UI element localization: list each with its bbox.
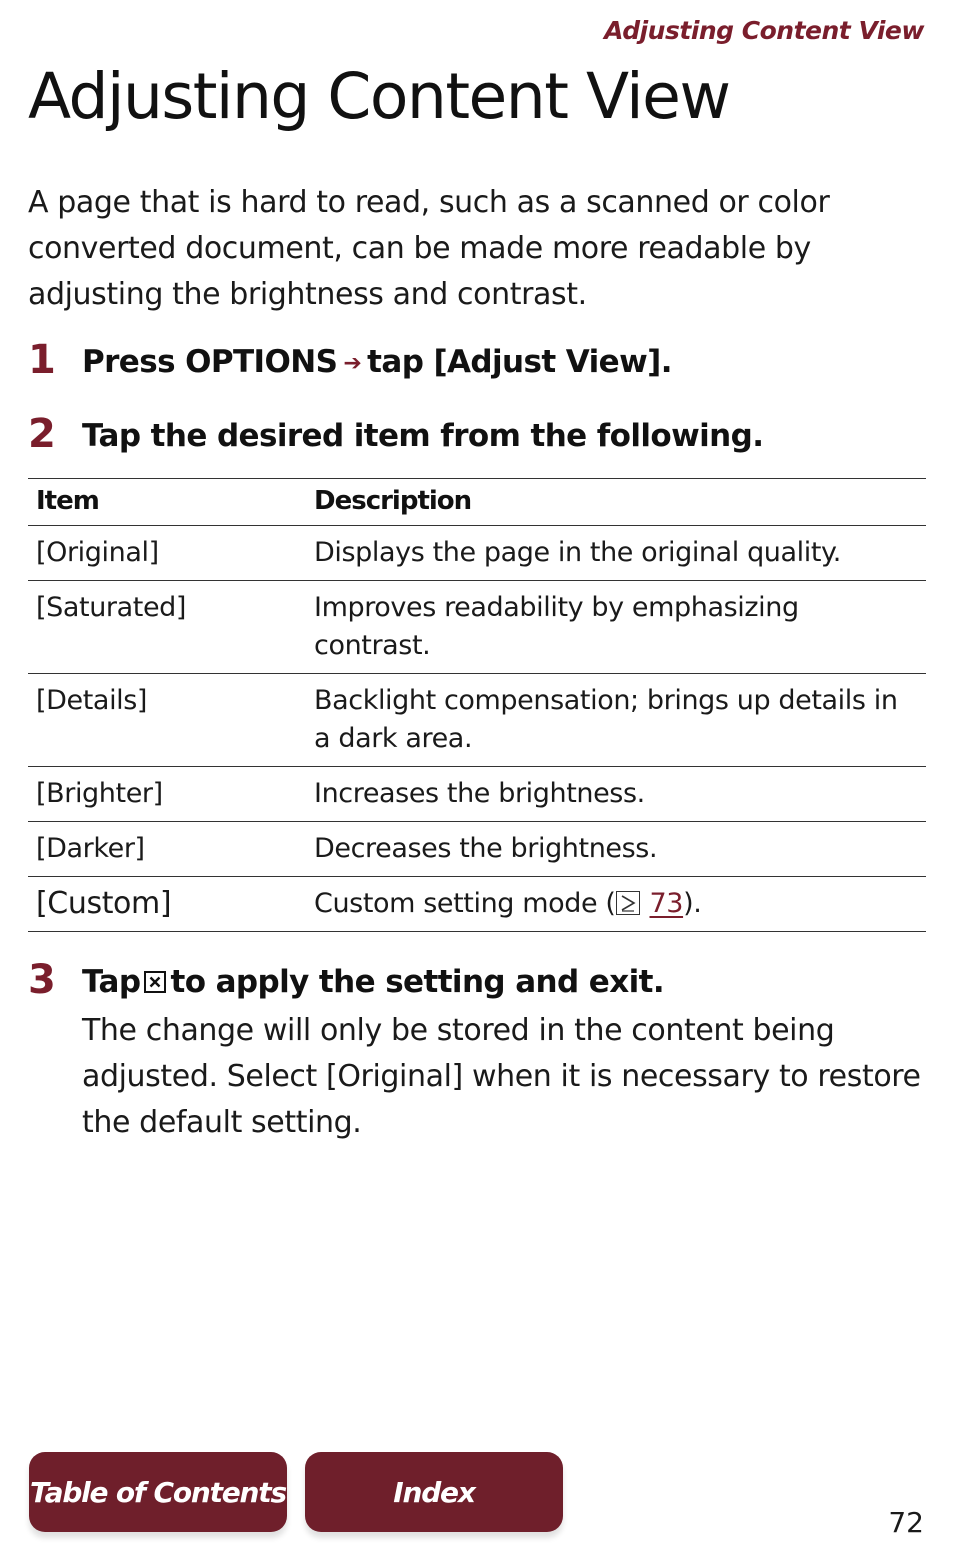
description-cell: Decreases the brightness. — [306, 822, 926, 877]
description-cell: Backlight compensation; brings up details in a dark area. — [306, 674, 926, 767]
table-row — [28, 674, 926, 767]
step-text-before: Press OPTIONS — [82, 344, 338, 380]
step-3-body: The change will only be stored in the content being adjusted. Select [Original] when it is necessary to restore the default setting. — [82, 1013, 921, 1140]
running-header: Adjusting Content View — [604, 16, 924, 45]
item-cell: [Custom] — [28, 877, 306, 932]
description-cell: Improves readability by emphasizing contrast. — [306, 581, 926, 674]
table-of-contents-button[interactable]: Table of Contents — [29, 1452, 287, 1532]
step-instruction — [82, 960, 664, 1004]
page-reference-icon — [616, 891, 640, 915]
table-header-row — [28, 479, 926, 526]
step-number: 1 — [28, 337, 56, 383]
item-cell: [Saturated] — [28, 581, 306, 674]
step-instruction — [82, 340, 672, 386]
step-instruction: Tap the desired item from the following. — [82, 418, 764, 454]
item-cell: [Brighter] — [28, 767, 306, 822]
item-cell: [Details] — [28, 674, 306, 767]
step-text-after: tap [Adjust View]. — [367, 344, 672, 380]
page-number: 72 — [888, 1506, 924, 1539]
page-73-link[interactable]: 73 — [649, 888, 684, 919]
column-header-item: Item — [28, 479, 306, 526]
intro-paragraph: A page that is hard to read, such as a scanned or color converted document, can be made more readable by adjusting the brightness and contrast. — [28, 185, 830, 312]
index-button[interactable]: Index — [305, 1452, 563, 1532]
column-header-description: Description — [306, 479, 926, 526]
table-row — [28, 877, 926, 932]
item-cell: [Original] — [28, 526, 306, 581]
table-row — [28, 767, 926, 822]
description-cell — [306, 877, 926, 932]
page-title: Adjusting Content View — [28, 60, 730, 133]
table-row — [28, 526, 926, 581]
description-text: Custom setting mode ( — [314, 888, 616, 919]
description-cell: Increases the brightness. — [306, 767, 926, 822]
item-cell: [Darker] — [28, 822, 306, 877]
description-cell: Displays the page in the original quality. — [306, 526, 926, 581]
arrow-right-icon: ➔ — [343, 351, 362, 376]
step-text-after: to apply the setting and exit. — [170, 964, 665, 1000]
step-number: 2 — [28, 411, 56, 457]
description-text-end: ). — [683, 888, 702, 919]
step-number: 3 — [28, 957, 56, 1003]
table-row — [28, 581, 926, 674]
options-table — [28, 478, 926, 932]
close-box-icon — [144, 971, 166, 993]
table-row — [28, 822, 926, 877]
step-text-before: Tap — [82, 964, 141, 1000]
